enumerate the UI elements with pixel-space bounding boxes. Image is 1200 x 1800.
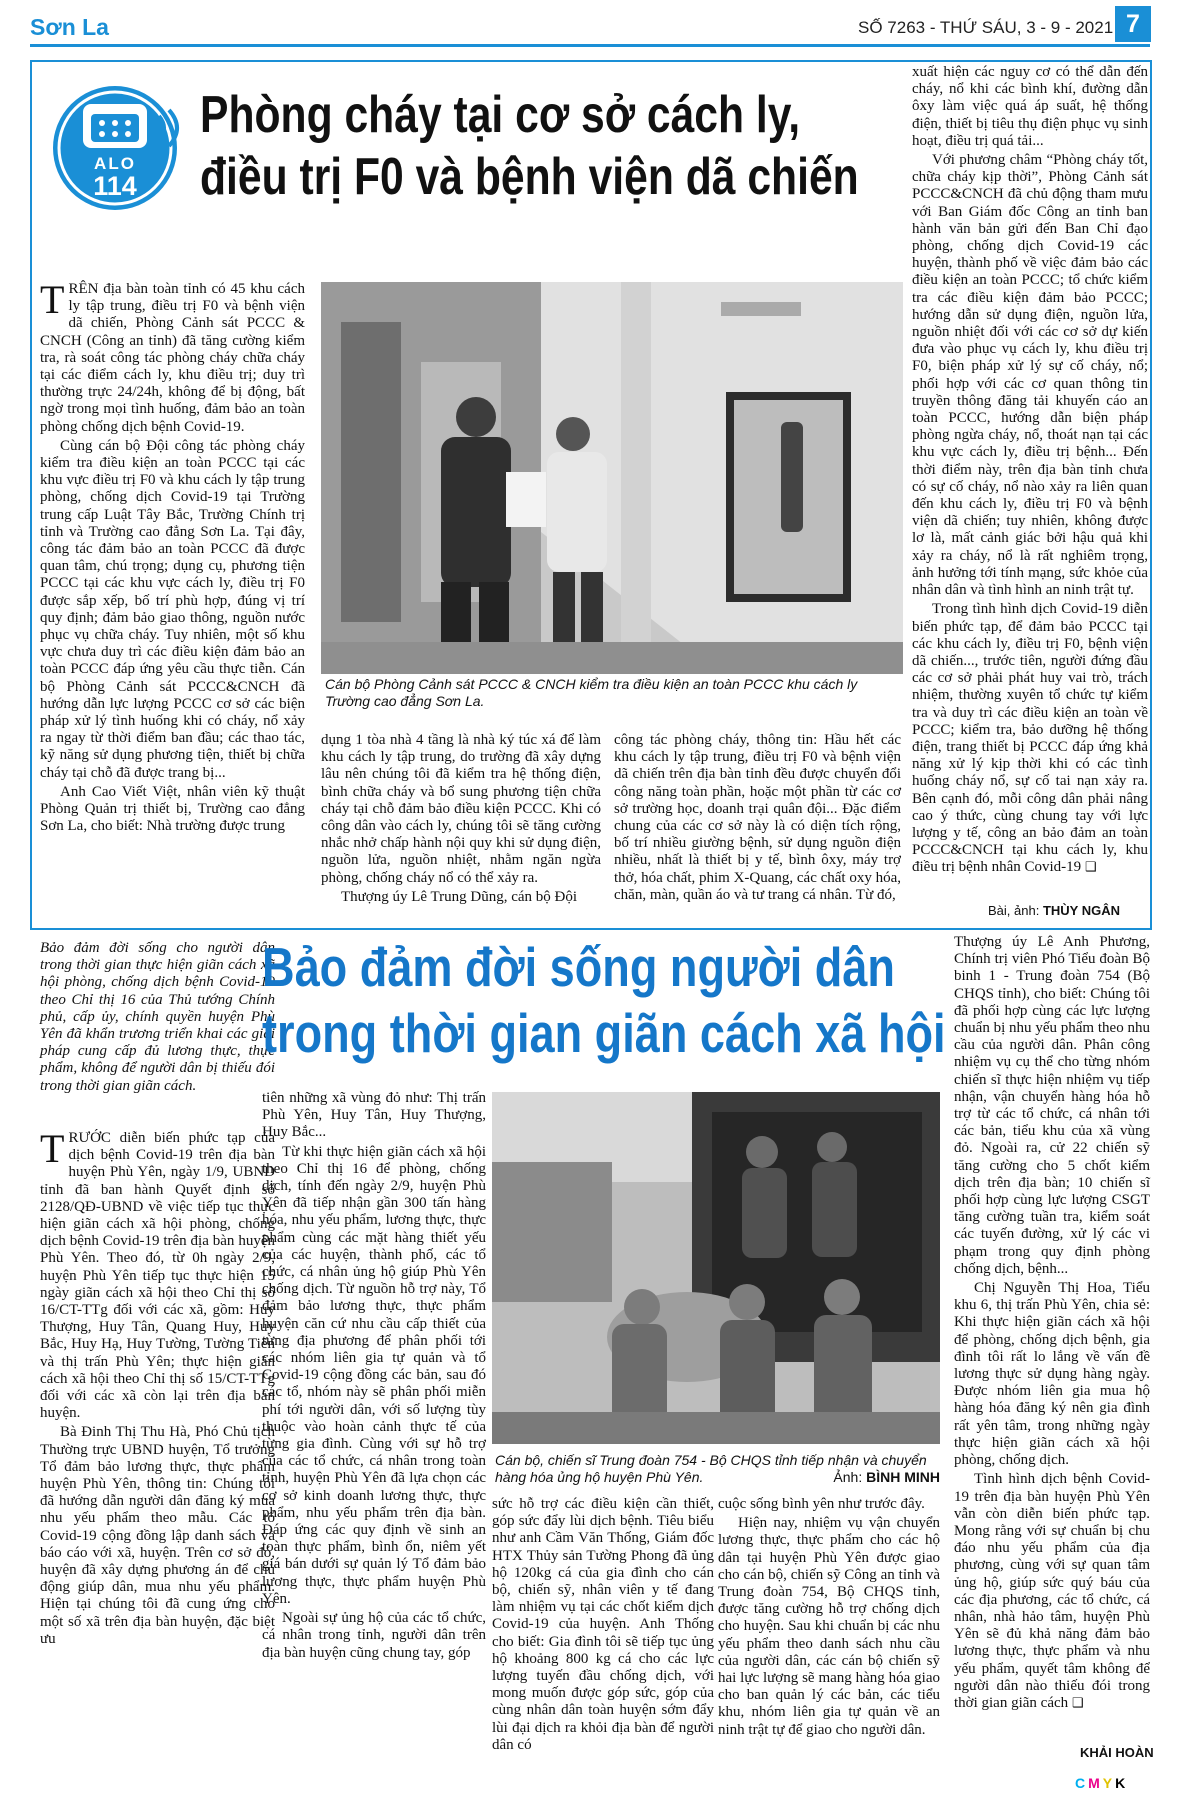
end-mark: ❑	[1071, 1695, 1084, 1711]
phone-icon	[47, 76, 197, 226]
cmyk-marks	[1075, 1775, 1128, 1791]
byline-name: THÙY NGÂN	[1042, 903, 1120, 918]
article2-col2-p2: Từ khi thực hiện giãn cách xã hội theo Chỉ thị 16 để phòng, chống dịch, tính đến ngày 2/9, huyện Phù Yên đã tiếp nhận gần 300 tấn hàng hóa, nhu yếu phẩm, lương thực, thực phẩm cùng các mặt hàng thiết yếu của các huyện, thành phố, các tổ chức, cá nhân ủng hộ giúp Phù Yên chống dịch. Từ nguồn hỗ trợ này, Tổ đảm bảo lương thực, thực phẩm huyện căn cứ nhu cầu cấp thiết của từng địa phương để phân phối tới các nhóm liên gia tự quản và tổ Covid-19 cộng đồng các bản, sau đó các tổ, nhóm này sẽ phân phối miễn phí tới người dân, với số lượng tùy thuộc vào hoàn cảnh thực tế của từng gia đình. Cùng với sự hỗ trợ của các tổ chức, cá nhân trong toàn tỉnh, huyện Phù Yên đã lựa chọn các cơ sở kinh doanh lương thực, thực phẩm, nhu yếu phẩm trên địa bàn. Đáp ứng các quy định về sinh an toàn thực phẩm, bình ổn, niêm yết giá bán dưới sự quản lý Tổ đảm bảo lương thực, thực phẩm huyện Phù Yên.	[262, 1143, 486, 1607]
article2-title-line1: Bảo đảm đời sống người dân	[262, 936, 895, 998]
alo114-logo	[47, 76, 197, 226]
article1-col4-p2: Với phương châm “Phòng cháy tốt, chữa cháy kịp thời”, Phòng Cảnh sát PCCC&CNCH đã chủ động tham mưu với Ban Giám đốc Công an tỉnh ban hành văn bản gửi đến Ban Chỉ đạo phòng, chống dịch Covid-19 các huyện, thành phố về việc đảm bảo các điều kiện an toàn PCCC; tổ chức kiểm tra các điều kiện đảm bảo PCCC; hướng dẫn sử dụng điện, nguồn lửa, nguồn nhiệt đối với các cơ sở dự kiến đưa vào phục vụ cách ly, khu điều trị F0, biện pháp xử lý sự cố cháy, nổ; phối hợp với các cơ quan thông tin truyền thông đăng tải khuyến cáo an toàn PCCC, hướng dẫn biện pháp phòng ngừa cháy, nổ, thoát nạn tại các khu vực cách ly, điều trị bệnh... Đến thời điểm này, trên địa bàn tỉnh chưa có sự cố cháy, nổ nào xảy ra liên quan đến khu cách ly, điều trị F0 và bệnh viện dã chiến; tuy nhiên, không được lơ là, mất cảnh giác bởi hậu quả khi xảy ra cháy, nổ là rất nghiêm trọng, ảnh hưởng tới tính mạng, sức khỏe của nhân dân và tình hình an ninh trật tự.	[912, 152, 1148, 599]
article2-byline	[1080, 1745, 1154, 1760]
byline-label: Bài, ảnh:	[988, 903, 1040, 918]
logo-alo: ALO	[94, 154, 136, 173]
article2-col2	[262, 1090, 486, 1664]
page-number-text: 7	[1126, 10, 1140, 38]
issue-info: SỐ 7263 - THỨ SÁU, 3 - 9 - 2021	[858, 18, 1114, 37]
end-mark: ❑	[1084, 860, 1097, 876]
article2-col1-p1: TRƯỚC diễn biến phức tạp của dịch bệnh Covid-19 trên địa bàn huyện Phù Yên, ngày 1/9, UBND tỉnh đã ban hành Quyết định số 2128/QĐ-UBND về việc tiếp tục thực hiện giãn cách xã hội phòng, chống dịch bệnh Covid-19 trên địa bàn huyện Phù Yên. Theo đó, từ 0h ngày 2/9, huyện Phù Yên tiếp tục thực hiện 15 ngày giãn cách xã hội theo Chỉ thị số 16/CT-TTg đối với các xã, gồm: Huy Thượng, Huy Tân, Quang Huy, Huy Bắc, Huy Hạ, Huy Tường, Tường Tiến và thị trấn Phù Yên; thực hiện giãn cách xã hội theo Chỉ thị số 15/CT-TTg đối với các xã còn lại trên địa bàn huyện.	[40, 1126, 275, 1422]
article2-photo	[492, 1092, 940, 1444]
article1-col3-p1: công tác phòng cháy, thông tin: Hầu hết các khu cách ly tập trung, điều trị F0 và bệnh viện dã chiến trên địa bàn tỉnh đều được chuyển đổi công năng toàn phần, hoặc một phần từ các cơ sở trường học, doanh trại quân đội... Đặc điểm chung của các cơ sở này là có diện tích rộng, bố trí nhiều giường bệnh, sử dụng nguồn điện nhiều, nhất là thiết bị y tế, bình ôxy, máy trợ thở, hóa chất, phim X-Quang, các chất oxy hóa, chăn, màn, quần áo và tư trang cá nhân. Từ đó,	[614, 732, 902, 903]
article1-title	[200, 84, 900, 208]
article1-col3	[614, 732, 901, 906]
logo-114: 114	[93, 171, 137, 201]
cmyk-c: C	[1075, 1775, 1089, 1791]
article1-col1-p2: Cùng cán bộ Đội công tác phòng cháy kiểm tra điều kiện an toàn PCCC tại các khu vực điều trị F0 và khu cách ly tập trung phòng, chống dịch Covid-19 tại Trường trung cấp Luật Tây Bắc, Trường Chính trị tỉnh và Trường cao đẳng Sơn La. Tại đây, công tác đảm bảo an toàn PCCC đã được quan tâm, chú trọng; dụng cụ, phương tiện PCCC tại các khu vực cách ly, điều trị F0 được sắp xếp, bố trí phù hợp, đúng vị trí quy định; đảm bảo giao thông, nguồn nước phục vụ chữa cháy. Tuy nhiên, một số khu vực chưa duy trì các điều kiện đảm bảo an toàn PCCC đáp ứng yêu cầu thực tiễn. Cán bộ Phòng Cảnh sát PCCC&CNCH đã hướng dẫn lực lượng PCCC cơ sở các biện pháp xử lý tình huống khi có cháy, nổ xảy ra ngay từ thời điểm ban đầu; các thao tác, kỹ năng sử dụng phương tiện, thiết bị chữa cháy tại chỗ đã được trang bị...	[40, 437, 305, 781]
article2-col2-p1: tiên những xã vùng đỏ như: Thị trấn Phù Yên, Huy Tân, Huy Thượng, Huy Bắc...	[262, 1090, 486, 1141]
article2-col1-p2: Bà Đinh Thị Thu Hà, Phó Chủ tịch Thường trực UBND huyện, Tổ trưởng Tổ đảm bảo lương thực, thực phẩm huyện Phù Yên, thông tin: Chúng tôi đã hướng dẫn người dân đăng ký mua nhu yếu phẩm theo mẫu. Các tổ Covid-19 cộng đồng lập danh sách và báo cáo với xã, huyện. Trên cơ sở đó, huyện đã xây dựng phương án để chủ động giúp dân, mua nhu yếu phẩm. Hiện tại chúng tôi đã cung ứng cho một số xã trên địa bàn huyện, đặc biệt ưu	[40, 1424, 275, 1647]
article1-photo	[321, 282, 903, 674]
photo-soldiers-unloading	[492, 1092, 940, 1444]
byline-name: KHẢI HOÀN	[1080, 1745, 1154, 1760]
article1-title-line2: điều trị F0 và bệnh viện dã chiến	[200, 148, 859, 206]
article1-col2-p1: dụng 1 tòa nhà 4 tầng là nhà ký túc xá để làm khu cách ly tập trung, do trường đã xây dựng lâu nên chúng tôi đã kiểm tra hệ thống điện, bình chữa cháy và bổ sung phương tiện chữa cháy tại chỗ đảm bảo điều kiện PCCC. Khi có công dân vào cách ly, chúng tôi sẽ tăng cường nhắc nhở chấp hành nội quy khi sử dụng điện, nguồn lửa, nguồn nhiệt, nhằm ngăn ngừa phòng, chống cháy nổ có thể xảy ra.	[321, 732, 601, 886]
article1-byline	[988, 903, 1120, 918]
header-rule	[30, 44, 1150, 47]
article2-col4-p2: Hiện nay, nhiệm vụ vận chuyển lương thực, thực phẩm cho các hộ dân tại huyện Phù Yên được giao cho cán bộ, chiến sỹ Công an tỉnh và Trung đoàn 754, Bộ CHQS tỉnh, được tăng cường hỗ trợ chống dịch cho huyện. Sau khi chuẩn bị các nhu yếu phẩm theo danh sách nhu cầu của người dân, các cán bộ chiến sỹ hai lực lượng sẽ mang hàng hóa giao cho ban quản lý các bản, các tiểu khu, nhóm liên gia tự quản về an ninh trật tự để giao cho người dân.	[718, 1515, 940, 1738]
article2-col3-p1: sức hỗ trợ các điều kiện cần thiết, góp sức đẩy lùi dịch bệnh. Tiêu biểu như anh Cầm Văn Thống, Giám đốc HTX Thủy sản Tường Phong đã ủng hộ 120kg cá của gia đình cho cán bộ, chiến sỹ, nhân viên y tế đang làm nhiệm vụ tại các chốt kiểm dịch Covid-19 của huyện. Anh Thống cho biết: Gia đình tôi sẽ tiếp tục ủng hộ khoảng 800 kg cá cho các lực lượng tuyến đầu chống dịch, với mong muốn được góp sức, góp của cùng nhân dân toàn huyện sớm đẩy lùi đại dịch ra khỏi địa bàn để người dân có	[492, 1496, 714, 1753]
article2-col3	[492, 1496, 714, 1756]
dropcap: T	[40, 1126, 65, 1171]
article2-col1	[40, 1126, 275, 1650]
article2-col4	[718, 1496, 940, 1741]
article2-col2-p3: Ngoài sự ủng hộ của các tổ chức, cá nhân trong tỉnh, người dân trên địa bàn huyện cũng chung tay, góp	[262, 1610, 486, 1661]
article1-col1-p1: TRÊN địa bàn toàn tỉnh có 45 khu cách ly tập trung, điều trị F0 và bệnh viện dã chiến, Phòng Cảnh sát PCCC & CNCH (Công an tỉnh) đã tăng cường kiểm tra, rà soát công tác phòng cháy chữa cháy tại các điểm cách ly, khu điều trị; duy trì thường trực 24/24h, không để bị động, bất ngờ trong mọi tình huống, đảm bảo an toàn phòng chống dịch bệnh Covid-19.	[40, 277, 305, 435]
article2-sapo	[40, 940, 275, 1097]
section-name: Sơn La	[30, 14, 109, 40]
article1-col4-p1: xuất hiện các nguy cơ có thể dẫn đến cháy, nổ khi các bình khí, đường dẫn ôxy làm việc quá áp suất, hệ thống điện, thiết bị tiêu thụ điện phục vụ sinh hoạt, điều trị quá tải...	[912, 64, 1148, 149]
dropcap: T	[40, 277, 65, 322]
article2-title-line2: trong thời gian giãn cách xã hội	[262, 1002, 946, 1064]
article1-col1-p3: Anh Cao Viết Việt, nhân viên kỹ thuật Phòng Quản trị thiết bị, Trường cao đẳng Sơn La, cho biết: Nhà trường được trung	[40, 783, 305, 835]
article1-col2	[321, 732, 601, 908]
article2-caption	[495, 1452, 940, 1486]
article2-col4-p1: cuộc sống bình yên như trước đây.	[718, 1496, 925, 1512]
photo-inspection	[321, 282, 903, 674]
article2-col5-p3: Tình hình dịch bệnh Covid-19 trên địa bàn huyện Phù Yên vẫn còn diễn biến phức tạp. Mong rằng với sự chuẩn bị chu đáo nhu yếu phẩm của địa phương, cùng với sự quan tâm ủng hộ, giúp sức quý báu của các địa phương, các tổ chức, cá nhân, nhà hảo tâm, huyện Phù Yên sẽ đủ khả năng đảm bảo lương thực, thực phẩm và nhu yếu phẩm, quyết tâm không để người dân nào thiếu đói trong thời gian giãn cách ❑	[954, 1471, 1150, 1711]
article1-title-line1: Phòng cháy tại cơ sở cách ly,	[200, 86, 801, 144]
article2-title	[262, 934, 946, 1066]
cmyk-y: Y	[1102, 1775, 1116, 1791]
article1-col4	[912, 64, 1148, 879]
article1-col2-p2: Thượng úy Lê Trung Dũng, cán bộ Đội	[341, 888, 578, 905]
page-header	[0, 0, 1200, 46]
article1-col1	[40, 277, 305, 838]
article2-sapo-text: Bảo đảm đời sống cho người dân trong thời gian thực hiện giãn cách xã hội phòng, chống dịch bệnh Covid-19 theo Chỉ thị 16 của Thủ tướng Chính phủ, cấp ủy, chính quyền huyện Phù Yên đã khẩn trương triển khai các giải pháp cung cấp đủ lương thực, thực phẩm, không để người dân bị thiếu đói trong thời gian giãn cách.	[40, 940, 275, 1094]
article1-caption: Cán bộ Phòng Cảnh sát PCCC & CNCH kiểm tra điều kiện an toàn PCCC khu cách ly Trường cao đẳng Sơn La.	[325, 676, 858, 709]
article2-col5-p1: Thượng úy Lê Anh Phương, Chính trị viên Phó Tiểu đoàn Bộ binh 1 - Trung đoàn 754 (Bộ CHQS tỉnh), cho biết: Chúng tôi đã phối hợp cùng các lực lượng chuẩn bị nhu yếu phẩm theo nhu cầu của người dân. Phân công nhiệm vụ cụ thể cho từng nhóm chiến sĩ thực hiện nhiệm vụ tiếp nhận, vận chuyển hàng hóa hỗ trợ từ các tổ chức, cá nhân tới các bản, tiểu khu của xã vùng đỏ. Ngoài ra, cử 22 chiến sỹ tăng cường cho 5 chốt kiểm dịch trên địa bàn; 10 chiến sĩ phối hợp cùng lực lượng CSGT tăng cường tuần tra, kiểm soát các tuyến đường, xử lý các vi phạm trong quy định phòng chống dịch, bệnh...	[954, 934, 1150, 1277]
article2-col5	[954, 934, 1150, 1714]
photo-credit: Ảnh: BÌNH MINH	[833, 1469, 940, 1485]
page-number	[1115, 6, 1151, 42]
article2-caption-text: Cán bộ, chiến sĩ Trung đoàn 754 - Bộ CHQS tỉnh tiếp nhận và chuyển hàng hóa ủng hộ huyện Phù Yên.	[495, 1452, 927, 1485]
article1-col4-p3: Trong tình hình dịch Covid-19 diễn biến phức tạp, để đảm bảo PCCC tại các khu cách ly, điều trị F0, bệnh viện dã chiến..., trước tiên, người đứng đầu các cơ sở phải phát huy vai trò, trách nhiệm, thường xuyên tổ chức tự kiểm tra và duy trì các điều kiện an toàn về PCCC; kiểm tra, bảo dưỡng hệ thống điện, trang thiết bị PCCC đáp ứng khả năng xử lý kịp thời khi có các tình huống cháy nổ, sự cố tai nạn xảy ra. Bên cạnh đó, mỗi công dân phải nâng cao ý thức, cùng chung tay với lực lượng y tế, công an bảo đảm an toàn PCCC&CNCH tại khu cách ly, khu điều trị bệnh nhân Covid-19 ❑	[912, 601, 1148, 876]
article2-col5-p2: Chị Nguyễn Thị Hoa, Tiểu khu 6, thị trấn Phù Yên, chia sẻ: Khi thực hiện giãn cách xã hội để phòng, chống dịch bệnh, gia đình tôi rất lo lắng về vấn đề lương thực sử dụng hàng ngày. Được nhóm liên gia mua hộ hàng hóa đăng ký nên gia đình rất yên tâm, trong những ngày thực hiện giãn cách xã hội phòng, chống dịch.	[954, 1280, 1150, 1469]
cmyk-m: M	[1088, 1775, 1103, 1791]
cmyk-k: K	[1115, 1775, 1129, 1791]
